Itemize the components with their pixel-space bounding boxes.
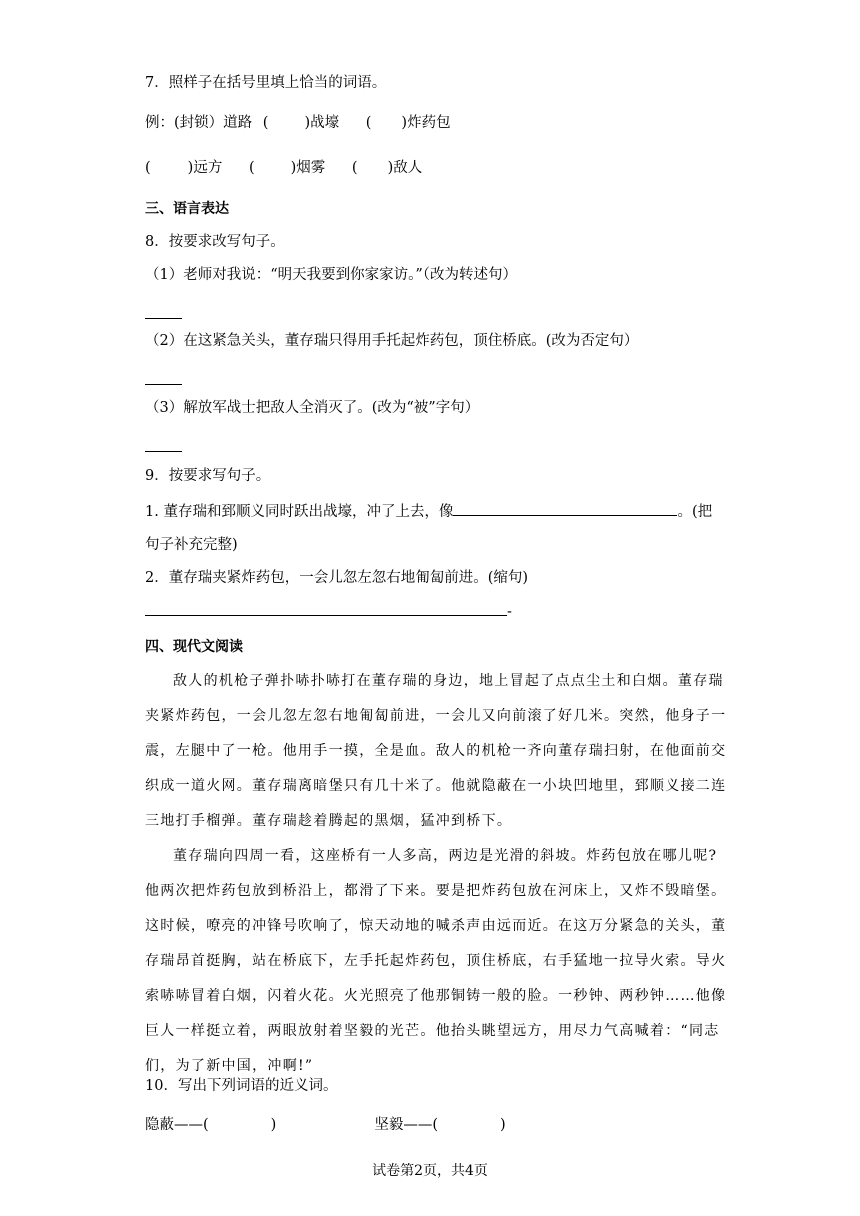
passage-p2-line-4: 存瑞昂首挺胸，站在桥底下，左手托起炸药包，顶住桥底，右手猛地一拉导火索。导火 — [145, 953, 727, 969]
passage-p1-line-1: 敌人的机枪子弹扑哧扑哧打在董存瑞的身边，地上冒起了点点尘土和白烟。董存瑞 — [173, 673, 724, 689]
q8-sentence-3: （3）解放军战士把敌人全消灭了。(改为“被”字句） — [145, 400, 480, 416]
passage-p2-line-6: 巨人一样挺立着，两眼放射着坚毅的光芒。他抬头眺望远方，用尽力气高喊着：“同志 — [145, 1023, 720, 1039]
q10-word-2: 坚毅——( — [374, 1117, 439, 1133]
passage-p1-line-4: 织成一道火网。董存瑞离暗堡只有几十米了。他就隐蔽在一小块凹地里，郅顺义接二连 — [145, 778, 727, 794]
q9-sentence-2: 2．董存瑞夹紧炸药包，一会儿忽左忽右地匍匐前进。(缩句) — [145, 570, 529, 586]
q8-sentence-1: （1）老师对我说：“明天我要到你家家访。”（改为转述句） — [145, 267, 518, 283]
passage-p2-line-5: 索哧哧冒着白烟，闪着火花。火光照亮了他那铜铸一般的脸。一秒钟、两秒钟……他像 — [145, 988, 727, 1004]
passage-p2-line-1: 董存瑞向四周一看，这座桥有一人多高，两边是光滑的斜坡。炸药包放在哪儿呢? — [173, 848, 718, 864]
passage-p2-line-7: 们，为了新中国，冲啊!” — [145, 1058, 314, 1074]
q8-answer-line-1[interactable] — [145, 318, 182, 319]
passage-p1-line-5: 三地打手榴弹。董存瑞趁着腾起的黑烟，猛冲到桥下。 — [145, 813, 513, 829]
q9-answer-row: - — [145, 601, 512, 622]
q9-sentence-1-cont: 句子补充完整) — [145, 537, 238, 553]
passage-p2-line-3: 这时候，嘹亮的冲锋号吹响了，惊天动地的喊杀声由远而近。在这万分紧急的关头，董 — [145, 918, 727, 934]
passage-p2-line-2: 他两次把炸药包放到桥沿上，都滑了下来。要是把炸药包放在河床上，又炸不毁暗堡。 — [145, 883, 727, 899]
q10-word-1: 隐蔽——( — [145, 1117, 209, 1133]
page-footer: 试卷第2页，共4页 — [372, 1163, 488, 1179]
section-4-heading: 四、现代文阅读 — [145, 639, 243, 655]
q9-sentence-1: 1. 董存瑞和郅顺义同时跃出战壕，冲了上去，像 。(把 — [145, 501, 712, 522]
q10-title: 10．写出下列词语的近义词。 — [145, 1078, 338, 1094]
q8-answer-line-2[interactable] — [145, 384, 182, 385]
section-3-heading: 三、语言表达 — [145, 201, 229, 217]
q8-title: 8．按要求改写句子。 — [145, 234, 285, 250]
q9-title: 9．按要求写句子。 — [145, 468, 271, 484]
q10-words: 隐蔽——( ) 坚毅——( ) — [145, 1117, 506, 1133]
q7-title: 7．照样子在括号里填上恰当的词语。 — [145, 75, 387, 91]
q9-fill-line[interactable] — [453, 501, 677, 516]
q7-row1: 例：(封锁）道路 ( )战壕 ( )炸药包 — [145, 115, 451, 131]
q9-answer-line[interactable] — [145, 601, 507, 616]
q8-sentence-2: （2）在这紧急关头，董存瑞只得用手托起炸药包，顶住桥底。(改为否定句） — [145, 333, 639, 349]
q8-answer-line-3[interactable] — [145, 451, 182, 452]
q7-example: 例：(封锁）道路 — [145, 115, 253, 131]
passage-p1-line-2: 夹紧炸药包，一会儿忽左忽右地匍匐前进，一会儿又向前滚了好几米。突然，他身子一 — [145, 708, 727, 724]
passage-p1-line-3: 震，左腿中了一枪。他用手一摸，全是血。敌人的机枪一齐向董存瑞扫射，在他面前交 — [145, 743, 727, 759]
q7-row2: ( )远方 ( )烟雾 ( )敌人 — [145, 160, 423, 176]
